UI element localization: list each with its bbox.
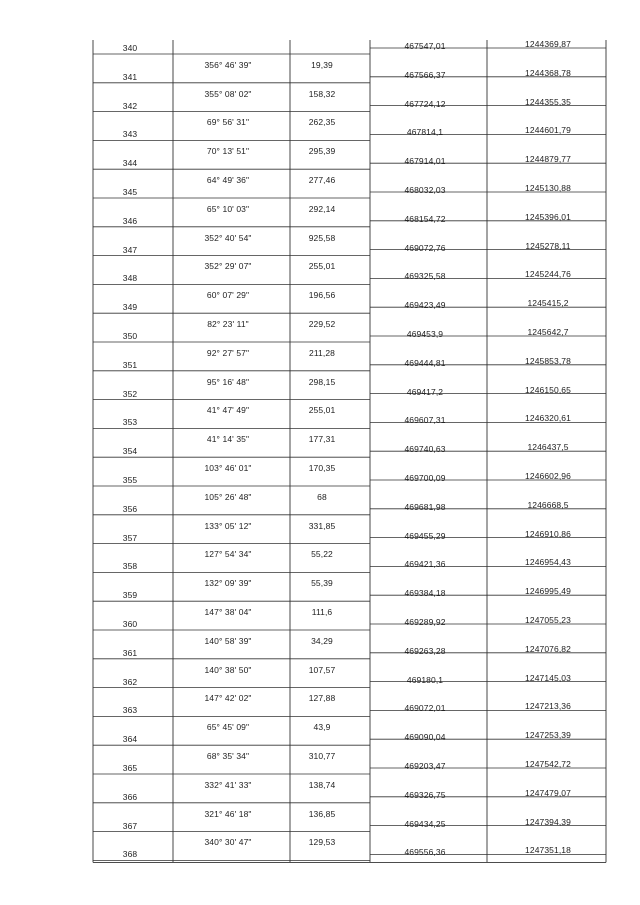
direction-angle: 105° 26' 48" [204, 491, 252, 502]
direction-angle: 147° 38' 04" [204, 607, 252, 617]
coordinate-y: 1247253,39 [525, 730, 571, 741]
coordinate-y: 1247394,39 [525, 816, 571, 827]
coordinate-x: 469455,29 [404, 530, 446, 541]
coordinate-x: 469434,25 [404, 818, 446, 829]
direction-angle: 352° 40' 54" [204, 232, 252, 243]
point-number: 361 [122, 647, 138, 658]
coordinate-x: 467547,01 [404, 41, 446, 51]
coordinate-x: 469444,81 [404, 357, 446, 368]
coordinate-x: 469289,92 [404, 617, 446, 627]
segment-distance: 68 [317, 491, 327, 502]
coordinate-y: 1246668,5 [527, 499, 569, 510]
direction-angle: 127° 54' 34" [204, 549, 252, 560]
coordinate-y: 1245244,76 [525, 269, 571, 280]
point-number: 362 [122, 676, 138, 687]
segment-distance: 170,35 [308, 463, 336, 473]
segment-distance: 55,39 [311, 578, 333, 589]
coordinate-x: 469203,47 [404, 761, 446, 771]
direction-angle: 41° 14' 35" [206, 434, 250, 445]
direction-angle: 132° 09' 39" [204, 578, 252, 589]
direction-angle: 95° 16' 48" [206, 376, 250, 387]
segment-distance: 196,56 [308, 290, 336, 301]
direction-angle: 340° 30' 47" [204, 837, 252, 848]
segment-distance: 277,46 [308, 175, 336, 185]
segment-distance: 129,53 [308, 837, 336, 848]
segment-distance: 138,74 [308, 779, 336, 790]
segment-distance: 292,14 [308, 203, 336, 214]
point-number: 350 [122, 331, 138, 341]
coordinate-y: 1247351,18 [525, 845, 571, 856]
segment-distance: 255,01 [308, 261, 336, 272]
coordinate-x: 467914,01 [404, 156, 446, 167]
coordinate-x: 469607,31 [404, 415, 446, 426]
direction-angle: 352° 29' 07" [204, 261, 252, 272]
point-number: 356 [122, 503, 138, 514]
coordinate-x: 469090,04 [404, 732, 446, 743]
segment-distance: 55,22 [311, 549, 333, 560]
point-number: 358 [122, 561, 138, 572]
coordinate-y: 1247542,72 [525, 759, 571, 769]
coordinate-x: 469384,18 [404, 588, 446, 599]
coordinate-x: 468032,03 [404, 185, 446, 195]
segment-distance: 107,57 [308, 664, 336, 675]
point-number: 364 [122, 734, 138, 745]
coordinate-y: 1246150,65 [525, 384, 571, 395]
direction-angle: 147° 42' 02" [204, 693, 252, 704]
segment-distance: 158,32 [308, 88, 336, 99]
coordinate-y: 1247145,03 [525, 672, 571, 683]
direction-angle: 70° 13' 51" [206, 146, 250, 157]
point-number: 365 [122, 763, 138, 773]
segment-distance: 127,88 [308, 693, 336, 704]
direction-angle: 82° 23' 11" [207, 319, 249, 329]
point-number: 348 [122, 273, 138, 284]
coordinate-x: 469740,63 [404, 444, 446, 455]
coordinate-y: 1245278,11 [525, 240, 571, 251]
segment-distance: 136,85 [308, 808, 336, 819]
coordinate-y: 1247076,82 [525, 643, 571, 654]
segment-distance: 211,28 [309, 347, 335, 358]
direction-angle: 69° 56' 31" [206, 117, 250, 128]
point-number: 367 [122, 820, 138, 831]
coordinate-x: 468154,72 [404, 213, 446, 224]
direction-angle: 355° 08' 02" [204, 88, 252, 99]
point-number: 368 [122, 849, 138, 860]
point-number: 354 [122, 446, 138, 457]
segment-distance: 111,6 [311, 607, 333, 617]
coordinate-y: 1247055,23 [525, 615, 571, 625]
segment-distance: 19,39 [311, 59, 333, 70]
segment-distance: 925,58 [308, 232, 336, 243]
point-number: 345 [122, 187, 138, 197]
coordinate-x: 469421,36 [404, 559, 446, 570]
point-number: 357 [122, 532, 138, 543]
direction-angle: 332° 41' 33" [204, 779, 252, 790]
segment-distance: 295,39 [308, 146, 336, 157]
direction-angle: 41° 47' 49" [206, 405, 250, 416]
coordinate-y: 1246954,43 [525, 557, 571, 568]
direction-angle: 103° 46' 01" [204, 463, 252, 473]
coordinate-x: 469453,9 [406, 329, 444, 339]
coordinate-y: 1245396,01 [525, 211, 571, 222]
direction-angle: 68° 35' 34" [206, 751, 250, 761]
coordinate-x: 469263,28 [404, 645, 446, 656]
direction-angle: 60° 07' 29" [206, 290, 250, 301]
point-number: 343 [122, 129, 138, 140]
coordinate-y: 1247213,36 [525, 701, 571, 712]
coordinate-x: 469556,36 [404, 847, 446, 858]
coordinate-y: 1244601,79 [525, 125, 571, 136]
point-number: 351 [122, 359, 138, 370]
direction-angle: 92° 27' 57" [206, 347, 250, 358]
direction-angle: 140° 58' 39" [204, 635, 252, 646]
direction-angle: 64° 49' 36" [206, 175, 250, 185]
point-number: 342 [122, 100, 138, 111]
coordinate-x: 467566,37 [404, 69, 446, 80]
point-number: 355 [122, 475, 138, 485]
direction-angle: 65° 10' 03" [206, 203, 250, 214]
coordinate-y: 1247479,07 [525, 787, 571, 798]
coordinate-y: 1244368,78 [525, 67, 571, 78]
coordinate-y: 1246995,49 [525, 586, 571, 597]
point-number: 360 [122, 619, 138, 629]
direction-angle: 65° 45' 09" [206, 722, 250, 733]
segment-distance: 298,15 [308, 376, 336, 387]
point-number: 366 [122, 791, 138, 802]
coordinate-x: 469325,58 [404, 271, 446, 282]
point-number: 363 [122, 705, 138, 716]
coordinate-y: 1245130,88 [525, 183, 571, 193]
segment-distance: 310,77 [308, 751, 336, 761]
coordinate-y: 1246602,96 [525, 471, 571, 481]
segment-distance: 43,9 [313, 722, 331, 733]
coordinate-x: 469417,2 [406, 386, 444, 397]
coordinate-x: 469700,09 [404, 473, 446, 483]
point-number: 349 [122, 302, 138, 313]
coordinate-y: 1245642,7 [527, 327, 569, 337]
coordinate-y: 1246910,86 [525, 528, 571, 539]
coordinate-x: 469180,1 [406, 674, 444, 685]
segment-distance: 331,85 [308, 520, 336, 531]
segment-distance: 177,31 [308, 434, 336, 445]
point-number: 344 [122, 158, 138, 169]
segment-distance: 255,01 [308, 405, 336, 416]
coordinate-x: 469423,49 [404, 300, 446, 311]
coordinate-y: 1246437,5 [527, 442, 569, 453]
point-number: 346 [122, 215, 138, 226]
coordinate-y: 1244369,87 [525, 39, 571, 49]
coordinate-x: 469072,01 [404, 703, 446, 714]
point-number: 340 [122, 43, 138, 53]
coordinate-y: 1246320,61 [525, 413, 571, 424]
coordinate-y: 1244879,77 [525, 154, 571, 165]
point-number: 359 [122, 590, 138, 601]
coordinate-x: 467724,12 [404, 98, 446, 109]
segment-distance: 34,29 [311, 635, 333, 646]
coordinate-x: 469072,76 [404, 242, 446, 253]
coordinate-y: 1245853,78 [525, 355, 571, 366]
direction-angle: 133° 05' 12" [204, 520, 252, 531]
coordinate-y: 1244355,35 [525, 96, 571, 107]
segment-distance: 262,35 [308, 117, 336, 128]
direction-angle: 356° 46' 39" [204, 59, 252, 70]
segment-distance: 229,52 [308, 319, 336, 329]
point-number: 353 [122, 417, 138, 428]
point-number: 341 [122, 71, 138, 82]
point-number: 347 [122, 244, 138, 255]
direction-angle: 321° 46' 18" [204, 808, 252, 819]
point-number: 352 [122, 388, 138, 399]
coordinate-y: 1245415,2 [527, 298, 569, 309]
coordinate-x: 469681,98 [404, 501, 446, 512]
coordinate-x: 467814,1 [406, 127, 444, 138]
direction-angle: 140° 38' 50" [204, 664, 252, 675]
coordinate-x: 469326,75 [404, 789, 446, 800]
